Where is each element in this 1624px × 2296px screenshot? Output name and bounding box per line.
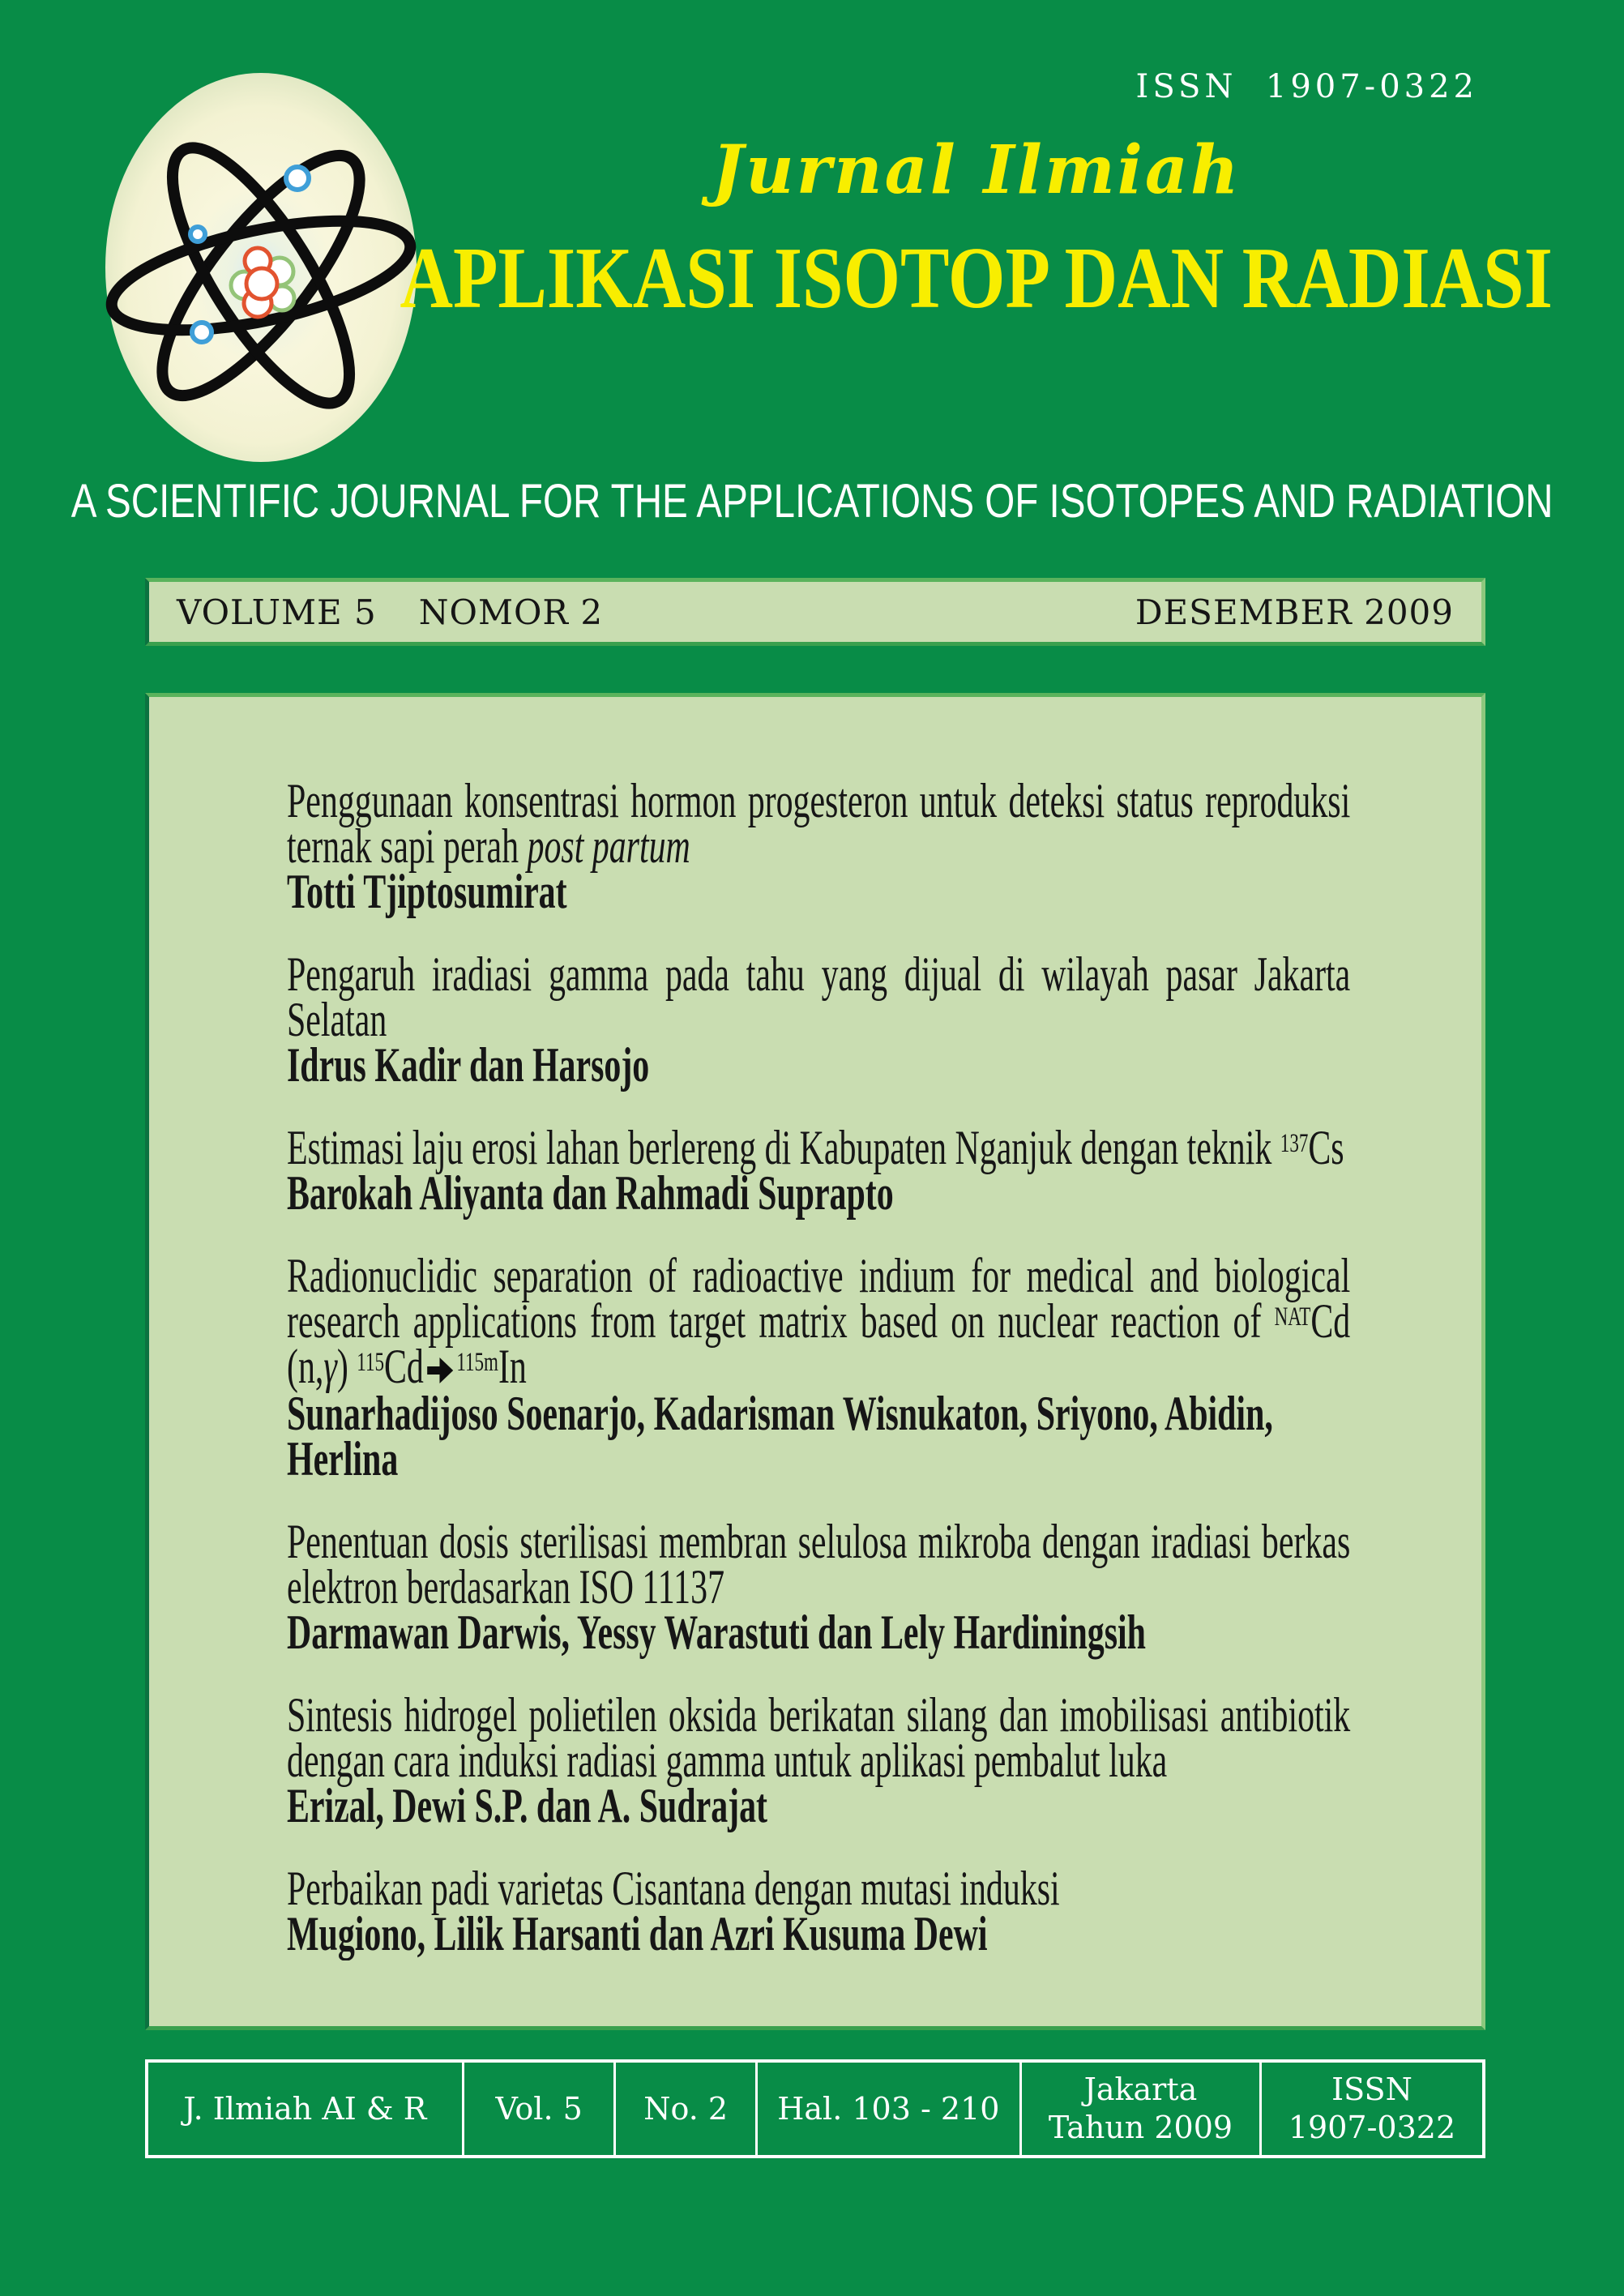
journal-script-title: Jurnal Ilmiah	[712, 131, 1242, 209]
toc-item	[287, 1515, 1351, 1659]
article-authors: Idrus Kadir dan Harsojo	[287, 1038, 650, 1092]
footer-cell	[1019, 2063, 1259, 2155]
footer-cell	[1259, 2063, 1482, 2155]
footer-cell-line: Vol. 5	[495, 2090, 583, 2127]
footer-cell	[148, 2063, 462, 2155]
journal-subtitle	[71, 475, 1553, 528]
article-authors: Barokah Aliyanta dan Rahmadi Suprapto	[287, 1166, 894, 1220]
toc-item	[287, 1862, 1350, 1960]
article-title: Penentuan dosis sterilisasi membran selulosa mikroba dengan iradiasi berkas elektron berdasarkan ISO 11137	[287, 1515, 1351, 1614]
article-title: Penggunaan konsentrasi hormon progesteron untuk deteksi status reproduksi ternak sapi perah post partum	[287, 774, 1351, 873]
toc-item	[287, 1121, 1350, 1220]
article-title: Pengaruh iradiasi gamma pada tahu yang dijual di wilayah pasar Jakarta Selatan	[287, 947, 1351, 1046]
toc-list	[287, 774, 1351, 1960]
journal-subtitle-text: A SCIENTIFIC JOURNAL FOR THE APPLICATIONS OF ISOTOPES AND RADIATION	[71, 475, 1553, 528]
atom-logo-icon	[102, 71, 420, 465]
article-title: Perbaikan padi varietas Cisantana dengan mutasi induksi	[287, 1862, 1060, 1915]
article-title: Sintesis hidrogel polietilen oksida berikatan silang dan imobilisasi antibiotik dengan cara induksi radiasi gamma untuk aplikasi pembalut luka	[287, 1688, 1351, 1787]
article-authors: Mugiono, Lilik Harsanti dan Azri Kusuma Dewi	[287, 1907, 988, 1960]
footer-cell-line: ISSN	[1331, 2072, 1412, 2107]
footer-cell-line: J. Ilmiah AI & R	[183, 2090, 427, 2127]
footer-cell	[613, 2063, 754, 2155]
article-authors: Sunarhadijoso Soenarjo, Kadarisman Wisnukaton, Sriyono, Abidin, Herlina	[287, 1387, 1273, 1486]
footer-cell-line: 1907-0322	[1288, 2110, 1456, 2145]
footer-cell-line: Tahun 2009	[1048, 2110, 1233, 2145]
toc-item	[287, 1249, 1351, 1486]
journal-main-title-text: APLIKASI ISOTOP DAN RADIASI	[400, 230, 1553, 327]
article-authors: Erizal, Dewi S.P. dan A. Sudrajat	[287, 1779, 767, 1832]
footer-cell-line: Jakarta	[1083, 2072, 1198, 2107]
footer-cell	[462, 2063, 614, 2155]
volume-label: VOLUME 5	[177, 592, 377, 632]
nomor-label: NOMOR 2	[418, 592, 604, 632]
issue-date: DESEMBER 2009	[1135, 592, 1454, 632]
footer-cell-line: Hal. 103 - 210	[777, 2090, 1000, 2127]
toc-item	[287, 947, 1351, 1092]
footer-cell-line: No. 2	[643, 2090, 729, 2127]
toc-item	[287, 774, 1351, 918]
issn-header: ISSN 1907-0322	[1135, 68, 1478, 105]
footer-table	[145, 2059, 1485, 2158]
article-authors: Totti Tjiptosumirat	[287, 865, 567, 918]
volume-bar	[145, 578, 1485, 646]
article-authors: Darmawan Darwis, Yessy Warastuti dan Lely Hardiningsih	[287, 1605, 1146, 1659]
article-title: Estimasi laju erosi lahan berlereng di Kabupaten Nganjuk dengan teknik $^{137}$Cs	[287, 1121, 1344, 1174]
footer-cell	[755, 2063, 1019, 2155]
toc-item	[287, 1688, 1351, 1832]
journal-main-title	[400, 230, 1553, 327]
table-of-contents-panel	[145, 693, 1485, 2030]
article-title: Radionuclidic separation of radioactive indium for medical and biological research applications from target matrix based on nuclear reaction of $^{NAT}$Cd (n,γ) $^{115}$Cd $^{115m}$In	[287, 1249, 1351, 1393]
right-arrow-icon	[427, 1345, 453, 1391]
volume-info	[177, 592, 603, 632]
